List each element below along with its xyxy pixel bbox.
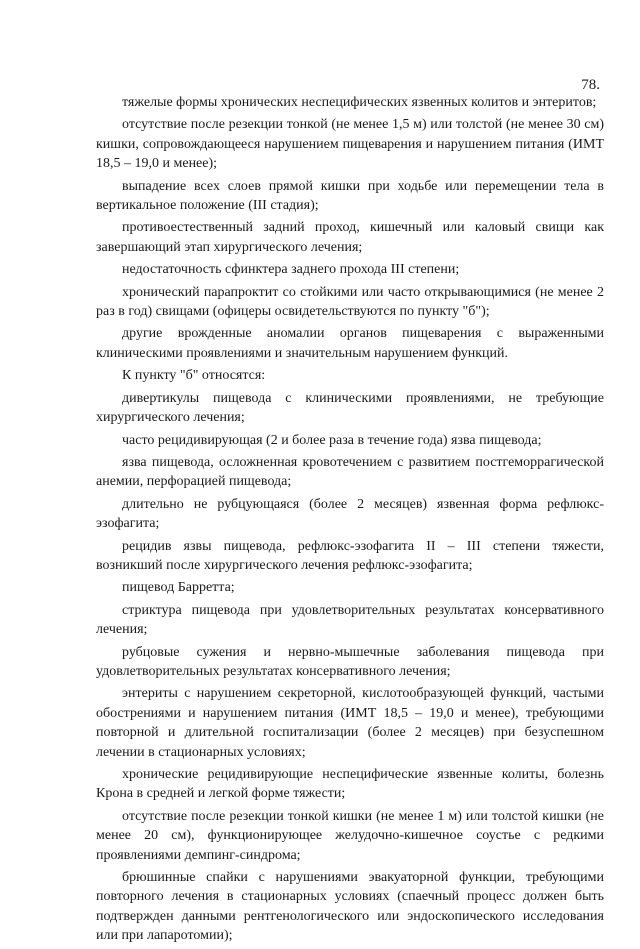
- paragraph: отсутствие после резекции тонкой кишки (не менее 1 м) или толстой кишки (не менее 20 см), функционирующее желудочно-кишечное соустье с редкими проявлениями демпинг-синдрома;: [96, 808, 604, 863]
- document-body: [96, 93, 604, 949]
- paragraph: стриктура пищевода при удовлетворительных результатах консервативного лечения;: [96, 602, 604, 638]
- paragraph: дивертикулы пищевода с клиническими проявлениями, не требующие хирургического лечения;: [96, 390, 604, 426]
- paragraph: другие врожденные аномалии органов пищеварения с выраженными клиническими проявлениями и значительным нарушением функций.: [96, 326, 604, 361]
- paragraph: пищевод Барретта;: [122, 580, 235, 596]
- paragraph: длительно не рубцующаяся (более 2 месяцев) язвенная форма рефлюкс-эзофагита;: [96, 496, 604, 532]
- paragraph: тяжелые формы хронических неспецифических язвенных колитов и энтеритов;: [122, 95, 597, 110]
- section-heading: К пункту "б" относятся:: [122, 368, 266, 384]
- paragraph: отсутствие после резекции тонкой (не менее 1,5 м) или толстой (не менее 30 см) кишки, сопровождающееся нарушением пищеварения и нарушением питания (ИМТ 18,5 – 19,0 и менее);: [96, 117, 604, 172]
- paragraph: противоестественный задний проход, кишечный или каловый свищи как завершающий этап хирургического лечения;: [96, 220, 604, 255]
- paragraph: рецидив язвы пищевода, рефлюкс-эзофагита II – III степени тяжести, возникший после хирургического лечения рефлюкс-эзофагита;: [96, 538, 604, 573]
- paragraph: хронические рецидивирующие неспецифические язвенные колиты, болезнь Крона в средней и легкой форме тяжести;: [96, 767, 604, 802]
- paragraph: брюшинные спайки с нарушениями эвакуаторной функции, требующими повторного лечения в стационарных условиях (спаечный процесс должен быть подтвержден данными рентгенологического или эндоскопического исследования или при лапаротомии);: [96, 870, 604, 944]
- page-number: 78.: [581, 77, 600, 93]
- paragraph: хронический парапроктит со стойкими или часто открывающимися (не менее 2 раз в год) свищами (офицеры освидетельствуются по пункту "б");: [96, 284, 604, 320]
- paragraph: рубцовые сужения и нервно-мышечные заболевания пищевода при удовлетворительных результатах консервативного лечения;: [96, 644, 604, 679]
- paragraph: энтериты с нарушением секреторной, кислотообразующей функций, частыми обострениями и нарушением питания (ИМТ 18,5 – 19,0 и менее), требующими повторной и длительной госпитализации (более 2 месяцев) при безуспешном лечении в стационарных условиях;: [96, 686, 604, 760]
- paragraph: часто рецидивирующая (2 и более раза в течение года) язва пищевода;: [122, 432, 542, 448]
- paragraph: язва пищевода, осложненная кровотечением с развитием постгеморрагической анемии, перфорацией пищевода;: [96, 454, 604, 490]
- paragraph: недостаточность сфинктера заднего прохода III степени;: [122, 262, 460, 278]
- paragraph: выпадение всех слоев прямой кишки при ходьбе или перемещении тела в вертикальное положение (III стадия);: [96, 178, 604, 214]
